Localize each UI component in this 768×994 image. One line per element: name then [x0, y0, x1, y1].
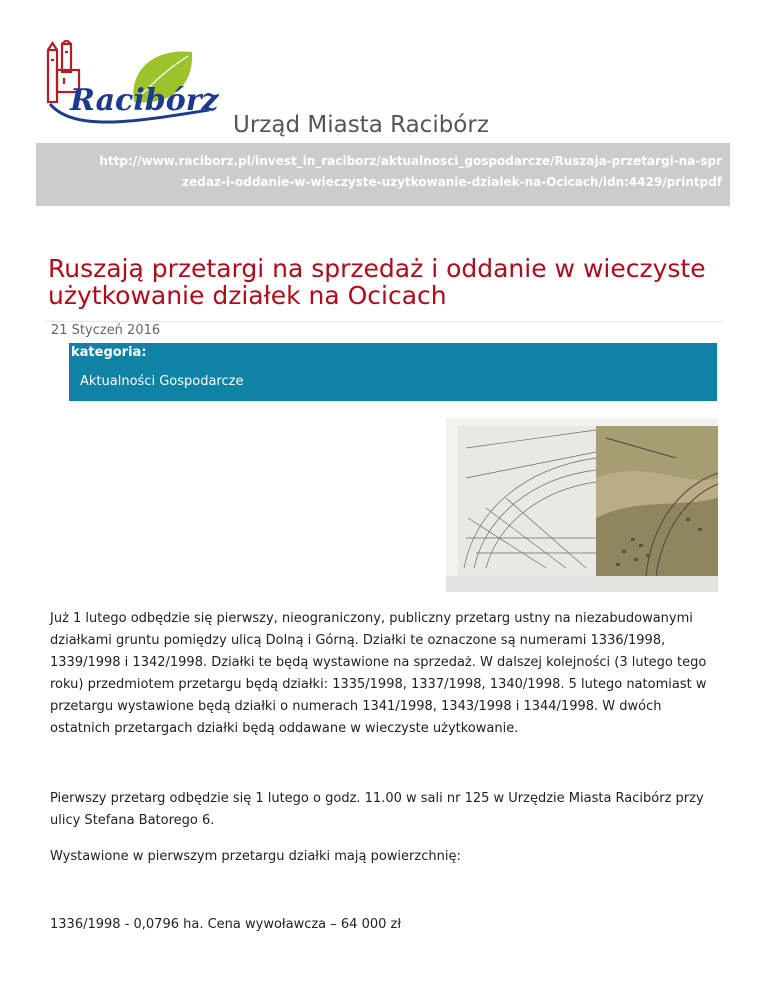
category-box: [69, 343, 717, 401]
office-name: Urząd Miasta Racibórz: [233, 112, 489, 138]
source-url-line-2[interactable]: zedaz-i-oddanie-w-wieczyste-uzytkowanie-dzialek-na-Ocicach/idn:4429/printpdf: [182, 175, 722, 189]
category-label: kategoria:: [71, 345, 147, 360]
article-paragraph: Już 1 lutego odbędzie się pierwszy, nieograniczony, publiczny przetarg ustny na niezabudowanymi działkami gruntu pomiędzy ulicą Dolną i Górną. Działki te oznaczone są numerami 1336/1998, 1339/1998 i 1342/1998. Działki te będą wystawione na sprzedaż. W dalszej kolejności (3 lutego tego roku) przedmiotem przetargu będą działki: 1335/1998, 1337/1998, 1340/1998. 5 lutego natomiast w przetargu wystawione będą działki o numerach 1341/1998, 1343/1998 i 1344/1998. W dwóch ostatnich przetargach działki będą oddawane w wieczyste użytkowanie.: [50, 611, 707, 736]
raciborz-logo[interactable]: [44, 40, 224, 136]
logo-graphic: [44, 40, 224, 136]
source-url-line-1[interactable]: http://www.raciborz.pl/invest_in_raciborz/aktualnosci_gospodarcze/Ruszaja-przetargi-na-spr: [99, 154, 722, 168]
article-paragraph: Pierwszy przetarg odbędzie się 1 lutego o godz. 11.00 w sali nr 125 w Urzędzie Miasta Racibórz przy ulicy Stefana Batorego 6.: [50, 791, 704, 828]
title-divider: [44, 321, 724, 322]
article-paragraph: 1336/1998 - 0,0796 ha. Cena wywoławcza – 64 000 zł: [50, 917, 402, 932]
source-url-bar: [36, 143, 730, 206]
article-paragraph: Wystawione w pierwszym przetargu działki mają powierzchnię:: [50, 849, 461, 864]
article-date: 21 Styczeń 2016: [51, 323, 161, 338]
logo-text: Racibórz: [70, 83, 219, 118]
article-title: Ruszają przetargi na sprzedaż i oddanie w wieczyste użytkowanie działek na Ocicach: [48, 254, 706, 310]
article-photo: [446, 418, 718, 592]
category-link[interactable]: Aktualności Gospodarcze: [80, 374, 244, 389]
